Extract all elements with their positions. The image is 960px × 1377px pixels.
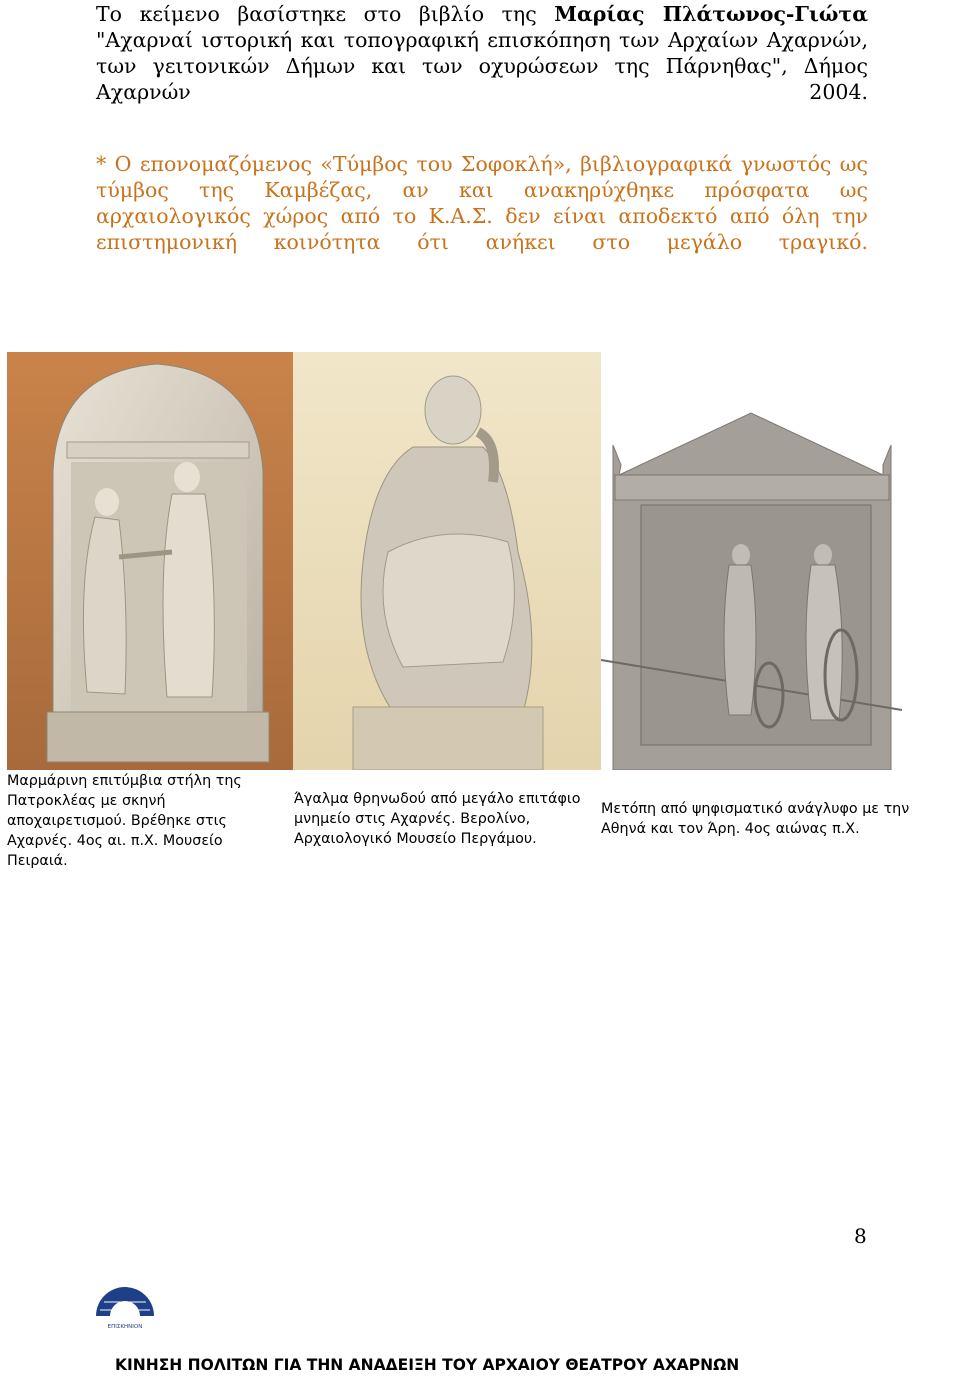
- footer-text: ΚΙΝΗΣΗ ΠΟΛΙΤΩΝ ΓΙΑ ΤΗΝ ΑΝΑΔΕΙΞΗ ΤΟΥ ΑΡΧΑΙΟΥ ΘΕΑΤΡΟΥ ΑΧΑΡΝΩΝ: [115, 1356, 740, 1374]
- stele-caption: Μαρμάρινη επιτύμβια στήλη της Πατροκλέας με σκηνή αποχαιρετισμού. Βρέθηκε στις Αχαρνές. 4ος αι. π.Χ. Μουσείο Πειραιά.: [7, 773, 242, 869]
- intro-line-4: Αχαρνών 2004.: [96, 80, 868, 104]
- intro-line-1: Το κείμενο βασίστηκε στο βιβλίο της Μαρίας Πλάτωνος-Γιώτα: [96, 2, 868, 26]
- statue-caption: Άγαλμα θρηνωδού από μεγάλο επιτάφιο μνημείο στις Αχαρνές. Βερολίνο, Αρχαιολογικό Μουσείο Περγάμου.: [294, 791, 581, 847]
- statue-photo: [293, 352, 601, 770]
- intro-line-3: των γειτονικών Δήμων και των οχυρώσεων της Πάρνηθας", Δήμος: [96, 54, 868, 78]
- author-name: Μαρίας Πλάτωνος-Γιώτα: [554, 2, 868, 26]
- page-number: 8: [854, 1224, 867, 1248]
- note-line-2: τύμβος της Καμβέζας, αν και ανακηρύχθηκε πρόσφατα ως: [96, 178, 868, 202]
- note-line-3: αρχαιολογικός χώρος από το Κ.Α.Σ. δεν είναι αποδεκτό από όλη την: [96, 204, 868, 228]
- logo-label: ΕΠΙΣΚΗΝΙΟΝ: [107, 1324, 143, 1330]
- stele-photo: [7, 352, 293, 770]
- intro-line-2: "Αχαρναί ιστορική και τοπογραφική επισκόπηση των Αρχαίων Αχαρνών,: [96, 28, 868, 52]
- episkinion-logo: [94, 1272, 156, 1334]
- relief-photo: [601, 405, 902, 770]
- footnote-paragraph: [96, 151, 868, 255]
- note-line-4: επιστημονική κοινότητα ότι ανήκει στο μεγάλο τραγικό.: [96, 230, 868, 254]
- intro-paragraph: [96, 1, 868, 105]
- relief-caption: Μετόπη από ψηφισματικό ανάγλυφο με την Αθηνά και τον Άρη. 4ος αιώνας π.Χ.: [601, 801, 910, 837]
- note-line-1: * Ο επονομαζόμενος «Τύμβος του Σοφοκλή», βιβλιογραφικά γνωστός ως: [96, 152, 868, 176]
